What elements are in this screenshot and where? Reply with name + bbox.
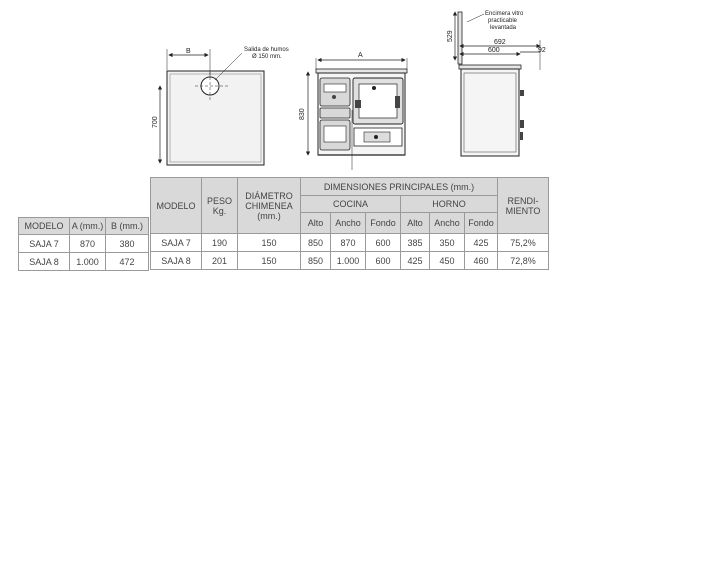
col-header-diametro: DIÁMETRO CHIMENEA (mm.) [238, 178, 301, 234]
table-cell: 72,8% [498, 252, 549, 270]
col-header-horno-alto: Alto [401, 213, 430, 234]
front-view-a-label: A [358, 52, 363, 59]
table-cell: 385 [401, 234, 430, 252]
flue-label-1: Salida de humos [244, 47, 289, 53]
table-cell: 150 [238, 252, 301, 270]
side-view-692-label: 692 [494, 39, 506, 46]
table-cell: 350 [430, 234, 465, 252]
dimensions-a-b-table [18, 217, 149, 271]
table-header-row [151, 178, 549, 196]
top-view-b-label: B [186, 48, 191, 55]
table-cell: 1.000 [70, 253, 106, 271]
col-header-cocina-fondo: Fondo [366, 213, 401, 234]
col-header-cocina-alto: Alto [301, 213, 331, 234]
table-cell: SAJA 8 [19, 253, 70, 271]
col-header-rendimiento: RENDI- MIENTO [498, 178, 549, 234]
col-header-horno-fondo: Fondo [465, 213, 498, 234]
table-row [151, 252, 549, 270]
table-cell: 380 [106, 235, 149, 253]
table-cell: SAJA 7 [19, 235, 70, 253]
glass-note-2: practicable [488, 18, 518, 24]
table-header-row [19, 218, 149, 235]
table-cell: 75,2% [498, 234, 549, 252]
col-header-modelo: MODELO [151, 178, 202, 234]
front-view-830-label: 830 [299, 108, 306, 120]
top-view-drawing [160, 49, 264, 165]
top-view-700-label: 700 [152, 116, 159, 128]
side-view-drawing [455, 12, 540, 156]
table-cell: SAJA 7 [151, 234, 202, 252]
col-header-horno-ancho: Ancho [430, 213, 465, 234]
table-cell: 850 [301, 234, 331, 252]
technical-drawings [0, 0, 701, 200]
col-header-a: A (mm.) [70, 218, 106, 235]
table-cell: 425 [465, 234, 498, 252]
side-view-92-label: 92 [538, 47, 546, 54]
table-row [19, 253, 149, 271]
table-cell: 460 [465, 252, 498, 270]
side-view-529-label: 529 [447, 30, 454, 42]
table-cell: SAJA 8 [151, 252, 202, 270]
side-view-600-label: 600 [488, 47, 500, 54]
table-cell: 450 [430, 252, 465, 270]
table-cell: 850 [301, 252, 331, 270]
table-cell: 870 [70, 235, 106, 253]
main-specs-table [150, 177, 549, 270]
table-cell: 600 [366, 252, 401, 270]
flue-label-2: Ø 150 mm. [252, 54, 282, 60]
col-header-b: B (mm.) [106, 218, 149, 235]
col-header-cocina: COCINA [301, 196, 401, 213]
table-cell: 600 [366, 234, 401, 252]
col-header-peso: PESO Kg. [202, 178, 238, 234]
table-cell: 190 [202, 234, 238, 252]
table-cell: 150 [238, 234, 301, 252]
col-header-modelo: MODELO [19, 218, 70, 235]
table-row [19, 235, 149, 253]
col-header-horno: HORNO [401, 196, 498, 213]
table-cell: 472 [106, 253, 149, 271]
col-header-cocina-ancho: Ancho [331, 213, 366, 234]
table-cell: 425 [401, 252, 430, 270]
col-header-dimensiones: DIMENSIONES PRINCIPALES (mm.) [301, 178, 498, 196]
glass-note-3: levantada [490, 25, 517, 31]
glass-note-1: Encimera vitro [485, 11, 524, 17]
table-cell: 1.000 [331, 252, 366, 270]
table-row [151, 234, 549, 252]
front-view-drawing [308, 58, 407, 170]
table-cell: 870 [331, 234, 366, 252]
table-cell: 201 [202, 252, 238, 270]
